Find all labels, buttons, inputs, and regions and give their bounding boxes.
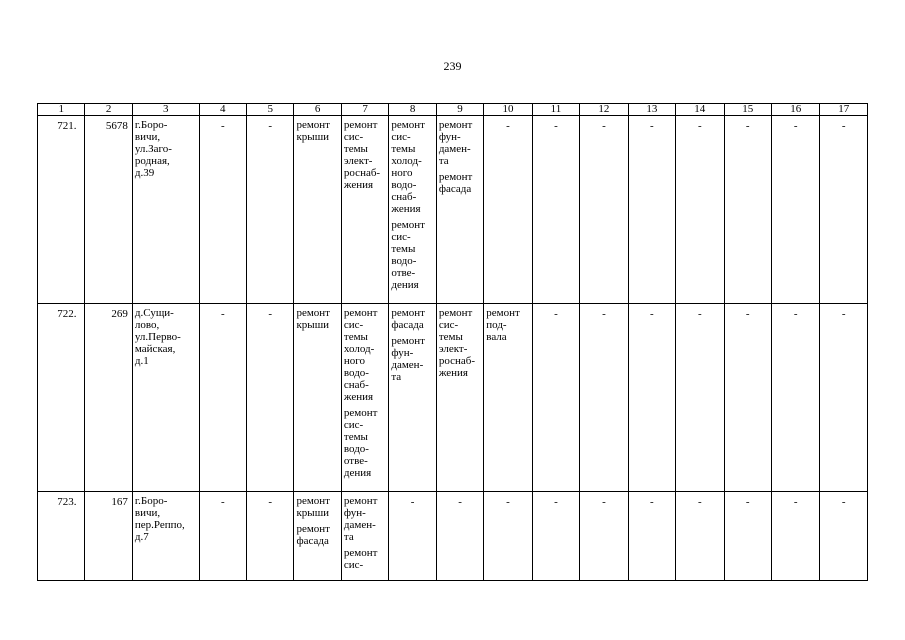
header-cell: 3 — [132, 104, 199, 116]
cell: - — [724, 492, 771, 581]
work-item: ремонт сис- темы холод- ного водо- снаб- жения — [343, 307, 378, 403]
cell: - — [820, 304, 868, 492]
work-item: ремонт сис- темы элект- роснаб- жения — [438, 307, 475, 379]
work-item: ремонт сис- темы водо- отве- дения — [343, 407, 378, 479]
row-number: 723. — [38, 492, 85, 581]
header-row — [38, 104, 868, 116]
work-item: ремонт фасада — [391, 307, 425, 331]
cell: - — [580, 304, 628, 492]
cell: - — [436, 492, 483, 581]
header-cell: 14 — [676, 104, 724, 116]
header-cell: 15 — [724, 104, 771, 116]
header-cell: 8 — [389, 104, 436, 116]
cell — [389, 304, 436, 492]
page-number: 239 — [443, 59, 462, 73]
work-item: ремонт фун- дамен- та — [438, 119, 473, 167]
row-code: 5678 — [85, 116, 132, 304]
header-cell: 4 — [199, 104, 246, 116]
cell: - — [580, 116, 628, 304]
header-cell: 9 — [436, 104, 483, 116]
repair-table — [37, 103, 868, 581]
header-cell: 12 — [580, 104, 628, 116]
header-cell: 2 — [85, 104, 132, 116]
work-item: ремонт крыши — [296, 307, 330, 331]
cell: - — [628, 304, 675, 492]
header-cell: 10 — [484, 104, 532, 116]
row-number: 721. — [38, 116, 85, 304]
cell: - — [628, 116, 675, 304]
cell: - — [484, 492, 532, 581]
cell: - — [389, 492, 436, 581]
work-item: ремонт сис- — [343, 547, 378, 571]
row-address — [132, 116, 199, 304]
cell: - — [628, 492, 675, 581]
cell: - — [724, 304, 771, 492]
cell: - — [676, 116, 724, 304]
cell: - — [771, 304, 819, 492]
cell — [389, 116, 436, 304]
work-item: ремонт сис- темы водо- отве- дения — [391, 219, 425, 291]
work-item: ремонт фасада — [438, 171, 473, 195]
cell: - — [676, 492, 724, 581]
work-item: ремонт сис- темы элект- роснаб- жения — [343, 119, 381, 191]
cell: - — [820, 492, 868, 581]
cell: - — [771, 116, 819, 304]
cell — [294, 304, 341, 492]
row-address — [132, 304, 199, 492]
cell — [484, 304, 532, 492]
header-cell: 5 — [247, 104, 294, 116]
cell: - — [532, 492, 579, 581]
cell: - — [247, 116, 294, 304]
work-item: ремонт фун- дамен- та — [391, 335, 425, 383]
header-cell: 17 — [820, 104, 868, 116]
work-item: ремонт сис- темы холод- ного водо- снаб- жения — [391, 119, 425, 215]
cell — [294, 492, 341, 581]
work-item: ремонт фун- дамен- та — [343, 495, 378, 543]
cell: - — [820, 116, 868, 304]
row-address — [132, 492, 199, 581]
header-cell: 11 — [532, 104, 579, 116]
cell — [341, 492, 388, 581]
header-cell: 16 — [771, 104, 819, 116]
row-number: 722. — [38, 304, 85, 492]
work-item: ремонт фасада — [296, 523, 330, 547]
cell: - — [199, 492, 246, 581]
cell: - — [484, 116, 532, 304]
work-item: ремонт под- вала — [486, 307, 520, 343]
cell: - — [532, 304, 579, 492]
cell: - — [580, 492, 628, 581]
cell — [436, 304, 483, 492]
table-row — [38, 492, 868, 581]
cell: - — [199, 304, 246, 492]
cell: - — [247, 304, 294, 492]
cell: - — [199, 116, 246, 304]
cell — [436, 116, 483, 304]
work-item: ремонт крыши — [296, 119, 330, 143]
cell: - — [771, 492, 819, 581]
row-code: 167 — [85, 492, 132, 581]
address-text: г.Боро- вичи, ул.Заго- родная, д.39 — [134, 119, 172, 179]
cell: - — [247, 492, 294, 581]
table-row — [38, 116, 868, 304]
header-cell: 1 — [38, 104, 85, 116]
work-item: ремонт крыши — [296, 495, 330, 519]
header-cell: 7 — [341, 104, 388, 116]
header-cell: 6 — [294, 104, 341, 116]
cell: - — [724, 116, 771, 304]
table-row — [38, 304, 868, 492]
address-text: д.Сущи- лово, ул.Перво- майская, д.1 — [134, 307, 181, 367]
cell — [341, 304, 388, 492]
header-cell: 13 — [628, 104, 675, 116]
cell: - — [532, 116, 579, 304]
cell — [294, 116, 341, 304]
address-text: г.Боро- вичи, пер.Реппо, д.7 — [134, 495, 185, 543]
cell — [341, 116, 388, 304]
cell: - — [676, 304, 724, 492]
row-code: 269 — [85, 304, 132, 492]
